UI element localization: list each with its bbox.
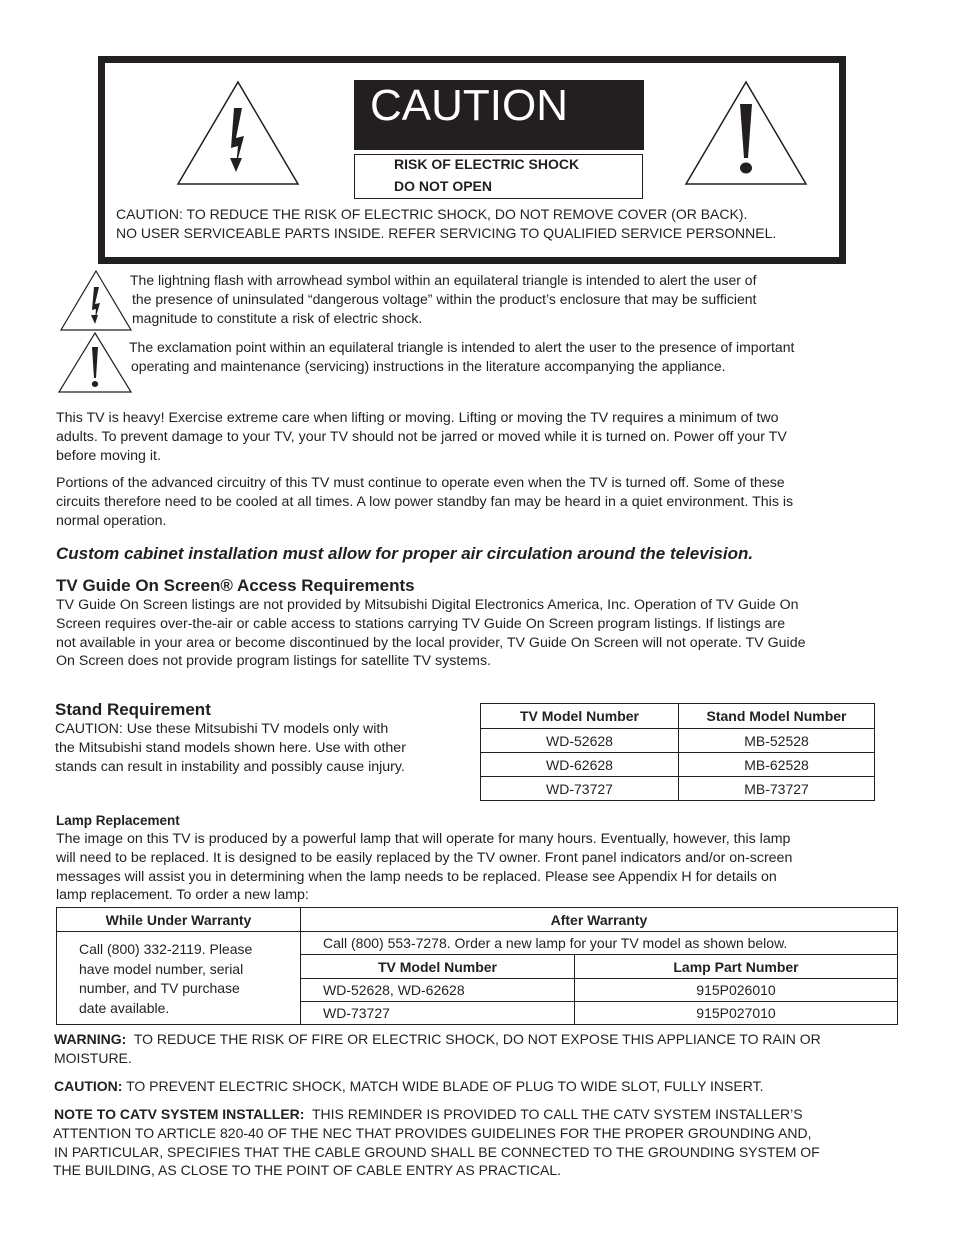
circuitry-paragraph (56, 474, 793, 530)
warning-paragraph (54, 1030, 821, 1068)
stand-heading: Stand Requirement (55, 700, 211, 719)
heavy-tv-paragraph (56, 409, 787, 465)
table-row (481, 753, 875, 777)
heavy-line-3: before moving it. (56, 447, 161, 464)
catv-label: NOTE TO CATV SYSTEM INSTALLER: (54, 1106, 305, 1122)
warning-text-1: TO REDUCE THE RISK OF FIRE OR ELECTRIC SHOCK, DO NOT EXPOSE THIS APPLIANCE TO RAIN OR (126, 1031, 821, 1047)
stand-model: MB-52528 (679, 729, 875, 753)
plug-caution-paragraph (54, 1077, 763, 1096)
risk-line-2: DO NOT OPEN (394, 178, 493, 194)
exclamation-explanation-line-1: The exclamation point within an equilateral triangle is intended to alert the user to the presence of important (129, 339, 795, 355)
lamp-table-header-model: TV Model Number (301, 955, 575, 979)
stand-table (480, 703, 875, 801)
catv-text-3: IN PARTICULAR, SPECIFIES THAT THE CABLE GROUND SHALL BE CONNECTED TO THE GROUNDING SYSTEM OF (54, 1143, 820, 1160)
circuitry-line-3: normal operation. (56, 512, 167, 529)
lamp-table-header-after: After Warranty (301, 908, 898, 932)
tvguide-heading: TV Guide On Screen® Access Requirements (56, 576, 415, 595)
circuitry-line-1: Portions of the advanced circuitry of this TV must continue to operate even when the TV is turned off. Some of these (56, 475, 785, 491)
lamp-line-2: will need to be replaced. It is designed to be easily replaced by the TV owner. Front panel indicators and/or on-screen (56, 849, 793, 866)
catv-paragraph (54, 1105, 820, 1180)
lamp-table-header-warranty: While Under Warranty (57, 908, 301, 932)
risk-line-1: RISK OF ELECTRIC SHOCK (394, 156, 580, 172)
stand-line-2: the Mitsubishi stand models shown here. Use with other (55, 739, 406, 756)
exclamation-explanation-line-2: operating and maintenance (servicing) instructions in the literature accompanying the appliance. (131, 358, 726, 374)
lamp-tv-model: WD-73727 (301, 1002, 575, 1025)
cabinet-notice: Custom cabinet installation must allow for proper air circulation around the television. (56, 544, 754, 563)
lamp-line-4: lamp replacement. To order a new lamp: (56, 887, 309, 904)
stand-line-1: CAUTION: Use these Mitsubishi TV models only with (55, 721, 389, 737)
warning-label: WARNING: (54, 1031, 127, 1047)
caution-warning-line-2: NO USER SERVICEABLE PARTS INSIDE. REFER SERVICING TO QUALIFIED SERVICE PERSONNEL. (116, 225, 777, 241)
stand-table-header-tv: TV Model Number (481, 704, 679, 729)
lightning-triangle-icon (176, 80, 300, 186)
catv-text-1: THIS REMINDER IS PROVIDED TO CALL THE CATV SYSTEM INSTALLER’S (304, 1106, 803, 1122)
warning-text-2: MOISTURE. (54, 1049, 132, 1066)
lamp-tv-model: WD-52628, WD-62628 (301, 979, 575, 1002)
stand-paragraph (55, 720, 406, 776)
tvguide-paragraph (56, 596, 805, 671)
lamp-part-number: 915P027010 (575, 1002, 898, 1025)
warranty-line-2: have model number, serial (79, 960, 244, 977)
table-row (481, 777, 875, 801)
warranty-line-1: Call (800) 332-2119. Please (79, 941, 253, 957)
lamp-table (56, 907, 898, 1025)
lamp-line-3: messages will assist you in determining when the lamp needs to be replaced. Please see Appendix H for details on (56, 868, 777, 885)
exclamation-symbol-icon (58, 332, 132, 394)
tvguide-line-3: not available in your area or become discontinued by the local provider, TV Guide On Screen will not operate. TV Guide (56, 634, 806, 651)
tvguide-line-1: TV Guide On Screen listings are not provided by Mitsubishi Digital Electronics America, Inc. Operation of TV Guide On (56, 597, 799, 613)
lamp-table-header-part: Lamp Part Number (575, 955, 898, 979)
stand-model: MB-73727 (679, 777, 875, 801)
plug-caution-text: TO PREVENT ELECTRIC SHOCK, MATCH WIDE BLADE OF PLUG TO WIDE SLOT, FULLY INSERT. (122, 1078, 764, 1094)
circuitry-line-2: circuits therefore need to be cooled at all times. A low power standby fan may be heard in a quiet environment. This is (56, 493, 794, 510)
caution-title: CAUTION (370, 81, 568, 130)
exclamation-triangle-icon (684, 80, 808, 186)
stand-model: MB-62528 (679, 753, 875, 777)
lightning-explanation-line-1: The lightning flash with arrowhead symbol within an equilateral triangle is intended to alert the user of (130, 272, 757, 288)
stand-table-header-stand: Stand Model Number (679, 704, 875, 729)
warranty-line-4: date available. (79, 999, 170, 1016)
caution-warning-line-1: CAUTION: TO REDUCE THE RISK OF ELECTRIC SHOCK, DO NOT REMOVE COVER (OR BACK). (116, 206, 748, 222)
lamp-line-1: The image on this TV is produced by a powerful lamp that will operate for many hours. Eventually, however, this lamp (56, 831, 791, 847)
stand-line-3: stands can result in instability and possibly cause injury. (55, 758, 405, 775)
lamp-part-number: 915P026010 (575, 979, 898, 1002)
heavy-line-2: adults. To prevent damage to your TV, your TV should not be jarred or moved while it is turned on. Power off your TV (56, 428, 787, 445)
catv-text-4: THE BUILDING, AS CLOSE TO THE POINT OF CABLE ENTRY AS PRACTICAL. (53, 1162, 562, 1179)
lamp-heading: Lamp Replacement (56, 813, 180, 828)
lamp-paragraph (56, 830, 792, 905)
heavy-line-1: This TV is heavy! Exercise extreme care when lifting or moving. Lifting or moving the TV requires a minimum of two (56, 410, 779, 426)
tvguide-line-4: On Screen does not provide program listings for satellite TV systems. (56, 653, 492, 670)
lightning-explanation-line-3: magnitude to constitute a risk of electric shock. (132, 310, 423, 326)
stand-tv-model: WD-62628 (481, 753, 679, 777)
plug-caution-label: CAUTION: (54, 1078, 123, 1094)
catv-text-2: ATTENTION TO ARTICLE 820-40 OF THE NEC THAT PROVIDES GUIDELINES FOR THE PROPER GROUNDING AND, (53, 1124, 812, 1141)
lightning-symbol-icon (60, 270, 132, 332)
stand-tv-model: WD-52628 (481, 729, 679, 753)
table-row (481, 729, 875, 753)
stand-tv-model: WD-73727 (481, 777, 679, 801)
lightning-explanation-line-2: the presence of uninsulated “dangerous voltage” within the product’s enclosure that may be sufficient (132, 291, 757, 307)
tvguide-line-2: Screen requires over-the-air or cable access to stations carrying TV Guide On Screen program listings. If listings are (56, 615, 786, 632)
lamp-warranty-cell (57, 932, 301, 1025)
warranty-line-3: number, and TV purchase (79, 980, 240, 996)
lamp-after-text: Call (800) 553-7278. Order a new lamp for your TV model as shown below. (301, 932, 898, 955)
